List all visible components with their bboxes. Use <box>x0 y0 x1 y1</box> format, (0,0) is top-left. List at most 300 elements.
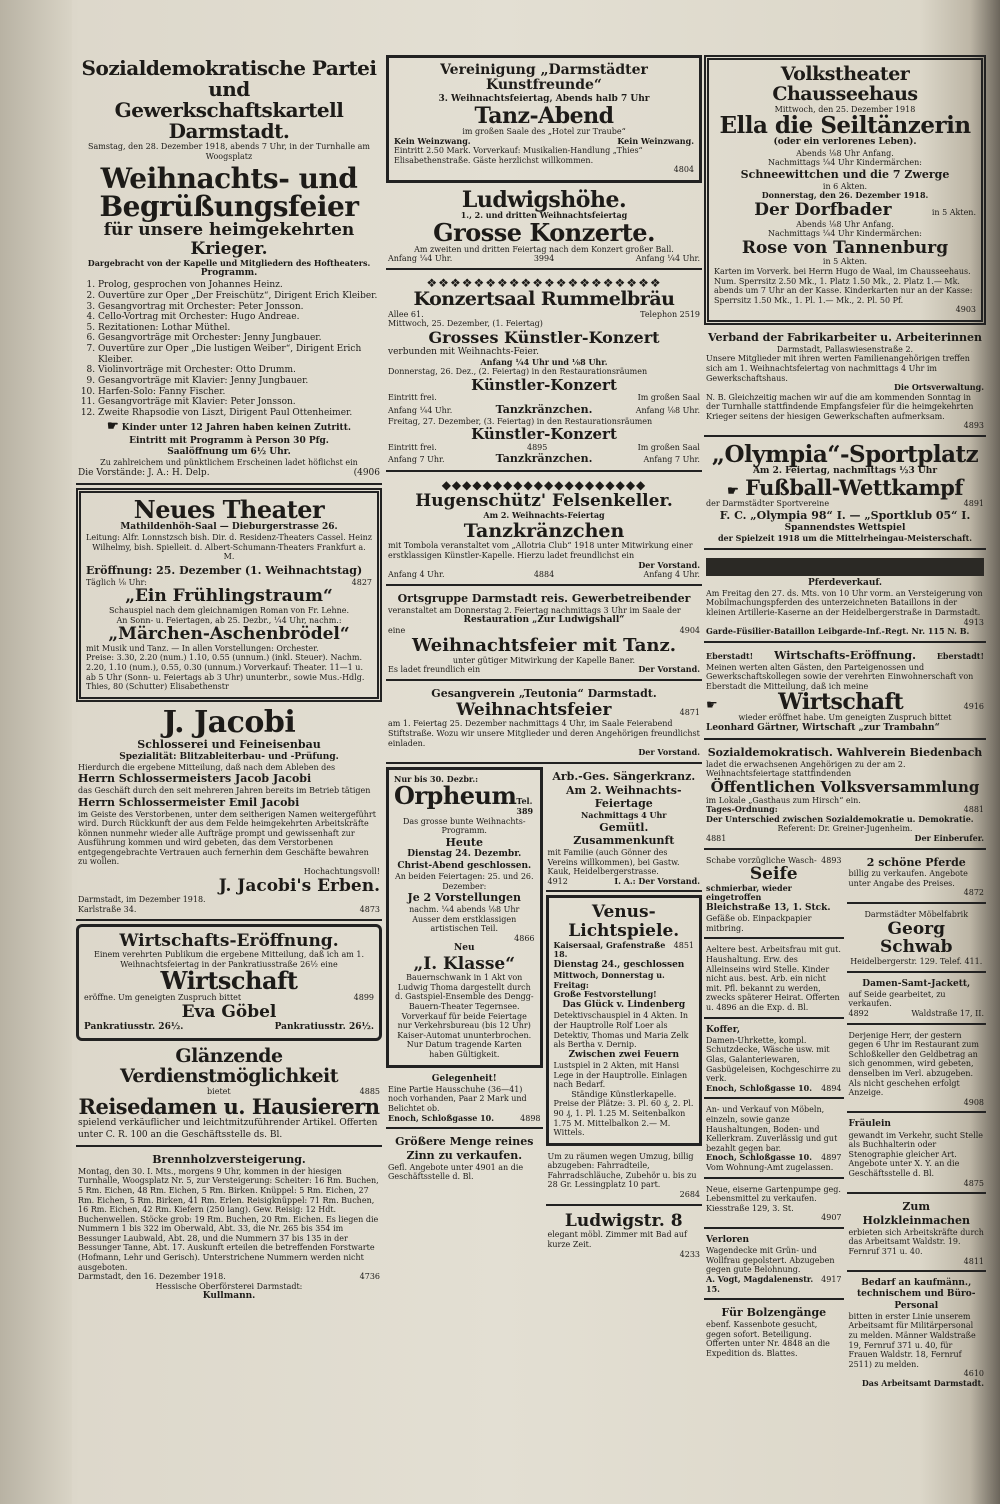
ad-seife <box>704 853 844 940</box>
ad-saengerkranz <box>546 767 703 893</box>
jacobi-text-3: im Geiste des Verstorbenen, unter dem seitherigen Namen weitergeführt wird. Durch Rückkunft der aus dem Felde heimgekehrten Arbeitskräfte können nunmehr wieder alle Aufträge prompt und gewissenhaft zur Ausführung kommen und wird gebeten, das dem Verstorbenen entgegengebrachte Vertrauen auch fernerhin dem Geschäfte bewahren zu wollen. <box>78 809 376 867</box>
hugen-row <box>388 570 700 580</box>
holz-text: erbieten sich Arbeitskräfte durch das Arbeitsamt Waldstr. 19. Fernruf 371 u. 40. <box>848 1227 984 1256</box>
rummel-concert-1: Grosses Künstler-Konzert <box>428 327 660 347</box>
rummel-start: Anfang 7 Uhr. <box>643 455 700 465</box>
rummel-free: Eintritt frei. <box>388 442 437 452</box>
ad-pferde <box>847 853 987 905</box>
ad-koffer <box>704 1022 844 1100</box>
headline-1: Weihnachts- und <box>100 162 358 196</box>
orpheum-note: Nur Datum tragende Karten haben Gültigkeit. <box>406 1040 522 1059</box>
goebel-open: eröffne. Um geneigten Zuspruch bittet <box>84 993 242 1003</box>
goebel-title: Wirtschafts-Eröffnung. <box>119 930 339 951</box>
goebel-name: Eva Göbel <box>181 1002 277 1023</box>
orpheum-title-row <box>394 781 535 816</box>
bieden-referent: Referent: Dr. Greiner-Jugenheim. <box>777 824 913 834</box>
ad-number: 4885 <box>359 1086 380 1096</box>
entry-fee: Eintritt mit Programm à Person 30 Pfg. <box>129 435 329 446</box>
wirtschaft-title: Wirtschafts-Eröffnung. <box>774 648 916 662</box>
jacobi-specialty: Spezialität: Blitzableiterbau- und -Prüfung. <box>119 751 339 762</box>
ad-wirtschaft-gaertner <box>704 646 986 740</box>
bieden-title: Sozialdemokratisch. Wahlverein Biedenbach <box>707 746 983 760</box>
pointing-hand-icon: ☛ <box>727 484 739 500</box>
ad-venus <box>546 895 703 1145</box>
schwab-title: Georg Schwab <box>879 918 953 958</box>
column-right <box>704 55 986 1445</box>
rummel-concert-3: Künstler-Konzert <box>471 425 617 444</box>
garten-text: Neue, eiserne Gartenpumpe geg. Lebensmittel zu verkaufen. Kiesstraße 129, 3. St. <box>706 1184 841 1213</box>
org-title-line2: Gewerkschaftskartell Darmstadt. <box>114 98 344 143</box>
management: Leitung: Alfr. Lonnstzsch bish. Dir. d. Residenz-Theaters Cassel. Heinz Wilhelmy, bish. Spielleit. d. Albert-Schumann-Theaters Frankfurt a. M. <box>86 533 372 562</box>
ad-number: 4908 <box>963 1097 984 1107</box>
gewerbe-sign-row <box>388 665 700 675</box>
ad-ludwigshoehe <box>386 186 702 270</box>
holz-title: Zum Holzkleinmachen <box>862 1200 971 1227</box>
ad-number: 4907 <box>821 1213 842 1223</box>
program-item: 11. Gesangvorträge mit Klavier: Peter Jonsson. <box>98 397 380 408</box>
seife-title: Seife <box>749 864 798 885</box>
program-item: 1. Prolog, gesprochen von Johannes Heinz. <box>98 280 380 291</box>
volks-play-4-acts: in 5 Akten. <box>822 257 868 267</box>
bieden-sign: Der Einberufer. <box>914 832 984 843</box>
orpheum-klasse-text: Bauernschwank in 1 Akt von Ludwig Thoma dargestellt durch d. Gastspiel-Ensemble des Dengg-Bauern-Theater Tegernsee. <box>394 973 534 1011</box>
split-row <box>386 767 702 1266</box>
verloren-title: Verloren <box>706 1234 750 1245</box>
ad-biedenbach <box>704 743 986 849</box>
saenger-main: Gemütl. Zusammenkunft <box>573 820 675 848</box>
olympia-season: der Spielzeit 1918 um die Mittelrheingau-Meisterschaft. <box>717 532 973 543</box>
rummel-start: Anfang 7 Uhr. <box>388 455 445 465</box>
fabrik-text: Unsere Mitglieder mit ihren werten Familienangehörigen treffen sich am 1. Weihnachtsfeiertag von nachmittags 4 Uhr im Gewerkschaftshaus. <box>706 354 970 383</box>
ad-number: 4736 <box>359 1272 380 1282</box>
ad-pferdeverkauf <box>704 553 986 643</box>
program-list <box>90 280 380 418</box>
rummel-start: Anfang ⅛8 Uhr. <box>635 406 700 416</box>
subheadline: für unsere heimgekehrten Krieger. <box>103 220 355 259</box>
jacobi-regards: Hochachtungsvoll! <box>303 867 380 877</box>
rummel-free: Eintritt frei. <box>388 393 437 403</box>
split-right <box>847 853 987 1396</box>
orpheum-program: Das grosse bunte Weihnachts-Programm. <box>402 816 526 836</box>
olympia-sub: der Darmstädter Sportvereine <box>706 499 830 509</box>
gelegen-text: Eine Partie Hausschuhe (36—41) noch vorhanden, Paar 2 Mark und Belichtet ob. <box>388 1084 527 1113</box>
ornament-border: ◆◆◆◆◆◆◆◆◆◆◆◆◆◆◆◆◆◆◆◆ <box>441 478 647 493</box>
orpheum-holidays: An beiden Feiertagen: 25. und 26. Dezember: <box>394 871 534 891</box>
wirtschaft-word: Wirtschaft <box>778 689 904 716</box>
jacobi-title: J. Jacobi <box>162 704 296 740</box>
ad-gelegenheit <box>386 1071 543 1130</box>
hugen-start: Anfang 4 Uhr. <box>388 570 445 580</box>
gewerbe-eine: eine <box>388 626 406 636</box>
hugen-text: mit Tombola veranstaltet vom „Allotria Club“ 1918 unter Mitwirkung einer erstklassigen Künstler-Kapelle. Hierzu ladet freundlichst ein <box>388 541 693 560</box>
rummel-dance: Tanzkränzchen. <box>495 403 593 417</box>
orpheum-badge: Nur bis 30. Dezbr.: <box>394 773 479 784</box>
invite: Zu zahlreichem und pünktlichem Erscheinen ladet höflichst ein <box>100 458 358 468</box>
play-subtitle-1: Schauspiel nach dem gleichnamigen Roman von Fr. Lehne. <box>108 605 350 615</box>
column-middle <box>386 55 702 1445</box>
split-left <box>386 767 543 1266</box>
goebel-addr: Pankratiusstr. 26½. <box>274 1021 374 1032</box>
olympia-day: Am 2. Feiertag, nachmittags ½3 Uhr <box>752 466 938 477</box>
split-row <box>704 853 986 1396</box>
ad-number: 4610 <box>963 1369 984 1379</box>
ad-hugenschuetz <box>386 475 702 586</box>
volks-title: Volkstheater Chausseehaus <box>772 63 918 105</box>
reise-title-2: Reisedamen u. Hausierern <box>78 1094 380 1120</box>
fabrik-addr: Darmstadt, Pallaswiesenstraße 2. <box>776 344 914 354</box>
sunday-shows: An Sonn- u. Feiertagen, ab 25. Dezbr., ¼4 Uhr, nachm.: <box>116 615 342 625</box>
rummel-start-1: Anfang ¼4 Uhr und ⅛8 Uhr. <box>480 356 608 367</box>
koffer-name: Enoch, Schloßgasse 10. <box>706 1082 813 1093</box>
ad-number: 4891 <box>963 499 984 509</box>
ad-gartenpumpe <box>704 1182 844 1229</box>
ludwigshoehe-title: Ludwigshöhe. <box>461 187 627 213</box>
venue: Mathildenhöh-Saal — Dieburgerstrasse 26. <box>120 521 338 532</box>
gelegen-row <box>388 1114 541 1124</box>
volks-kids-2: Nachmittags ¼4 Uhr Kindermärchen: <box>768 229 922 239</box>
ad-number: 4898 <box>520 1113 541 1123</box>
wirtschaft-tag: Eberstadt! <box>706 650 754 661</box>
ad-personal <box>847 1275 987 1393</box>
bieden-sign-row <box>706 834 984 844</box>
ludwigshoehe-main: Grosse Konzerte. <box>433 217 655 247</box>
daily: Täglich ⅛ Uhr: <box>86 577 147 587</box>
ad-gewerbetreibende <box>386 589 702 681</box>
goebel-text: Einem verehrten Publikum die ergebene Mitteilung, daß ich am 1. Weihnachtsfeiertag in der Pankratiusstraße 26½ eine <box>94 950 364 969</box>
wirtschaft-title-row <box>706 649 984 663</box>
saenger-time: Nachmittags 4 Uhr <box>580 810 667 820</box>
hugen-sign: Der Vorstand. <box>638 559 700 570</box>
program-item: 9. Gesangvorträge mit Klavier: Jenny Jungbauer. <box>98 376 380 387</box>
venus-fest: Große Festvorstellung! <box>553 989 657 1000</box>
program-item: 6. Gesangvorträge mit Orchester: Jenny Jungbauer. <box>98 333 380 344</box>
ad-number: 4893 <box>963 421 984 431</box>
rummel-date-2: Donnerstag, 26. Dez., (2. Feiertag) in den Restaurationsräumen <box>388 367 648 377</box>
ad-olympia <box>704 440 986 549</box>
rummel-addr-row <box>388 310 700 320</box>
prices: Preise: 3.30, 2.20 (num.) 1.10, 0.55 (unnum.) (inkl. Steuer). Nachm. 2.20, 1.10 (num.), 0.55, 0.30 (unnum.) Vorverkauf: Theater. 11—1 u. ab 5 Uhr (Sonn- u. Feiertags ab 3 Uhr) ununterbr., sowie Mus.-Hdlg. Thies, 80 (Schutter) Elisabethenstr <box>86 653 365 692</box>
venus-days: Mittwoch, Donnerstag u. Freitag: <box>553 970 665 990</box>
ad-number: (4906 <box>353 467 380 478</box>
jacobi-text-1: Hierdurch die ergebene Mitteilung, daß nach dem Ableben des <box>78 762 336 772</box>
ad-number: 4912 <box>547 876 568 886</box>
zinn-title: Größere Menge reines Zinn zu verkaufen. <box>395 1135 534 1162</box>
zwei-title: 2 schöne Pferde <box>866 855 966 869</box>
jacobi-subtitle: Schlosserei und Feineisenbau <box>137 737 321 751</box>
ad-holzkleinmachen <box>847 1197 987 1272</box>
brennholz-sign-1: Hessische Oberförsterei Darmstadt: <box>155 1281 303 1291</box>
fabrik-title: Verband der Fabrikarbeiter u. Arbeiterinnen <box>708 330 982 344</box>
bieden-text: ladet die erwachsenen Angehörigen zu der am 2. Weihnachtsfeiertage stattfindenden <box>706 759 906 779</box>
theater-title: Neues Theater <box>133 494 325 524</box>
bieden-topic: Der Unterschied zwischen Sozialdemokratie u. Demokratie. <box>706 813 974 824</box>
ad-moebel <box>704 1102 844 1178</box>
verloren-name: A. Vogt, Magdalenenstr. 15. <box>706 1273 814 1294</box>
saenger-title: Arb.-Ges. Sängerkranz. <box>552 769 696 783</box>
orpheum-tel: Tel. 389 <box>516 796 534 816</box>
teutonia-title: Gesangverein „Teutonia“ Darmstadt. <box>431 686 657 700</box>
volks-tickets: Karten im Vorverk. bei Herrn Hugo de Waal, im Chausseehaus. Num. Sperrsitz 2.50 Mk., 1. Platz 1.50 Mk., 2. Platz 1.— Mk. abends um 7 Uhr an der Kasse. Kinderkarten nur an der Kasse: Sperrsitz 1.50 Mk., 1. Pl. 1.— Mk., 2. Pl. 50 Pf. <box>714 267 973 305</box>
gewerbe-text-2: unter gütiger Mitwirkung der Kapelle Baner. <box>452 655 636 665</box>
arbeitsfrau-text: Aeltere best. Arbeitsfrau mit gut. Haushaltung. Erw. des Alleinseins wird Stelle. Kinder nicht aus. best. Arb. ein nicht mit. Pfl. bekannt zu werden, zwecks späterer Heirat. Offerten u. 4896 an die Exp. d. Bl. <box>706 945 841 1013</box>
bieden-main: Öffentlichen Volksversammlung <box>710 778 980 797</box>
kids-text: Kinder unter 12 Jahren haben keinen Zutritt. <box>121 423 352 434</box>
play-title-1: „Ein Frühlingstraum“ <box>125 586 333 607</box>
ad-number: 4233 <box>679 1249 700 1259</box>
org-title-line1: Sozialdemokratische Partei und <box>81 56 377 101</box>
bedarf-title: Bedarf an kaufmänn., technischem und Büro-Personal <box>857 1278 976 1311</box>
orpheum-klasse: „I. Klasse“ <box>413 953 516 974</box>
goebel-addr-row <box>84 1022 374 1033</box>
rummel-row <box>388 443 700 453</box>
opening: Eröffnung: 25. Dezember (1. Weihnachtstag) <box>86 563 363 577</box>
venus-music: Ständige Künstlerkapelle. <box>571 1089 677 1099</box>
ad-number: 2684 <box>679 1190 700 1200</box>
zwei-text: billig zu verkaufen. Angebote unter Angabe des Preises. <box>848 869 968 888</box>
olympia-sub-row <box>706 499 984 509</box>
ad-kunstfreunde <box>386 55 702 183</box>
koffer-title: Koffer, <box>706 1024 740 1035</box>
gewerbe-text-1: veranstaltet am Donnerstag 2. Feiertag nachmittags 3 Uhr im Saale der <box>388 605 681 615</box>
volks-play-2: Schneewittchen und die 7 Zwerge <box>740 167 950 181</box>
gelegen-title: Gelegenheit! <box>431 1073 497 1084</box>
rummel-tel: Telephon 2519 <box>640 309 700 319</box>
olympia-main <box>706 477 984 499</box>
herr-text: Derjenige Herr, der gestern gegen 6 Uhr im Restaurant zum Schloßkeller den Geldbetrag an sich genommen, wird gebeten, denselben im Verl. abzugeben. Als nicht geschehen erfolgt Anzeige. <box>848 1030 979 1098</box>
bolz-title: Für Bolzengänge <box>721 1306 827 1320</box>
pferde-text: Am Freitag den 27. ds. Mts. von 10 Uhr vorm. an Versteigerung von Mobilmachungspferden des unterzeichneten Bataillons in der kleinen Artillerie-Kaserne an der Heidelbergerstraße in Darmstadt. <box>706 588 983 617</box>
pointing-hand-icon: ☛ <box>706 698 718 714</box>
ad-reisedamen <box>76 1044 382 1147</box>
program-item: 12. Zweite Rhapsodie von Liszt, Dirigent Paul Ottenheimer. <box>98 408 380 419</box>
program-label: Programm. <box>200 268 258 279</box>
bieden-agenda: Tages-Ordnung: <box>706 804 778 815</box>
gewerbe-title: Ortsgruppe Darmstadt reis. Gewerbetreibender <box>397 591 691 605</box>
program-item: 5. Rezitationen: Lothar Müthel. <box>98 323 380 334</box>
seife-text: schmierbar, wieder eingetroffen <box>706 882 792 903</box>
ad-number: 4827 <box>351 577 372 587</box>
rummel-start: Anfang ¼4 Uhr. <box>388 406 453 416</box>
ad-number: 4892 <box>848 1009 869 1019</box>
venus-prices: Preise der Plätze: 3. Pl. 60 ₰, 2. Pl. 90 ₰, 1. Pl. 1.25 M. Seitenbalkon 1.75 M. Mittelbalkon 2.— M. Wittels. <box>553 1099 694 1138</box>
goebel-addr: Pankratiusstr. 26½. <box>84 1021 184 1032</box>
brennholz-title: Brennholzversteigerung. <box>152 1152 306 1166</box>
ad-jacobi <box>76 705 382 921</box>
ad-ludwigstr <box>546 1209 703 1263</box>
venus-film-2-text: Lustspiel in 2 Akten, mit Hansi Lege in der Hauptrolle. Einlagen nach Bedarf. <box>553 1060 688 1090</box>
ad-fraeulein <box>847 1116 987 1194</box>
orpheum-today: Heute <box>445 835 483 849</box>
ad-rummelbraeu <box>386 273 702 472</box>
kunst-place: im großen Saale des „Hotel zur Traube“ <box>462 127 626 137</box>
moebel-addr: Vom Wohnung-Amt zugelassen. <box>706 1162 834 1172</box>
event-time: Samstag, den 28. Dezember 1918, abends 7 Uhr, in der Turnhalle am Woogsplatz <box>87 142 371 161</box>
ad-number: 4851 <box>673 940 694 950</box>
ad-number: 4904 <box>679 626 700 636</box>
pferde-sign: Garde-Füsilier-Bataillon Leibgarde-Inf.-Regt. Nr. 115 N. B. <box>706 626 970 637</box>
volks-play-2-acts: in 6 Akten. <box>822 181 868 191</box>
kunst-when: 3. Weihnachtsfeiertag, Abends halb 7 Uhr <box>438 93 650 104</box>
ad-arbeitsfrau <box>704 942 844 1018</box>
reise-text: spielend verkäuflicher und leichtmitzuführender Artikel. Offerten unter C. R. 100 an die Geschäftsstelle ds. Bl. <box>78 1118 378 1140</box>
rummel-concert-2: Künstler-Konzert <box>471 375 617 394</box>
volks-play-3-acts: in 5 Akten. <box>931 207 976 217</box>
ad-neues-theater <box>76 488 382 702</box>
brennholz-date: Darmstadt, den 16. Dezember 1918. <box>78 1272 226 1282</box>
ad-number: 4881 <box>706 833 727 843</box>
moebel-row <box>706 1153 842 1163</box>
volks-play-1-sub: (oder ein verlorenes Leben). <box>773 137 917 148</box>
hugen-day: Am 2. Weihnachts-Feiertag <box>483 509 605 520</box>
ludwigstr-title: Ludwigstr. 8 <box>564 1210 683 1231</box>
doors-open: Saalöffnung um 6½ Uhr. <box>167 446 291 457</box>
headline-2: Begrüßungsfeier <box>99 190 359 224</box>
raeumen-text: Um zu räumen wegen Umzug, billig abzugeben: Fahrradteile, Fahrradschläuche, Zubehör u. bis zu 28 Gr. Lessingplatz 10 part. <box>547 1151 697 1190</box>
ludwigshoehe-start: Anfang ¼4 Uhr. <box>635 254 700 264</box>
rummel-row <box>388 403 700 417</box>
ludwigshoehe-row <box>388 254 700 264</box>
split-right <box>546 767 703 1266</box>
split-left <box>704 853 844 1396</box>
ad-number: 4913 <box>963 617 984 627</box>
hugen-title: Hugenschütz' Felsenkeller. <box>415 491 673 512</box>
ludwigstr-text: elegant möbl. Zimmer mit Bad auf kurze Zeit. <box>547 1230 687 1249</box>
ad-number: 4873 <box>359 904 380 914</box>
fraeulein-text: gewandt im Verkehr, sucht Stelle als Buchhalterin oder Stenographie gleicher Art. Angebote unter X. Y. an die Geschäftsstelle d. Bl. <box>848 1130 983 1179</box>
ludwigshoehe-days: 1., 2. und dritten Weihnachtsfeiertag <box>460 210 628 220</box>
rummel-title: Konzertsaal Rummelbräu <box>413 287 675 310</box>
ad-zinn <box>386 1132 543 1186</box>
program-item: 4. Cello-Vortrag mit Orchester: Hugo Andreae. <box>98 312 380 323</box>
gewerbe-main: Weihnachtsfeier mit Tanz. <box>412 634 676 656</box>
program-item: 3. Gesangvortrag mit Orchester: Peter Jonsson. <box>98 302 380 313</box>
saenger-text: mit Familie (auch Gönner des Vereins willkommen), bei Gastw. Kauk, Heidelbergerstrasse. <box>547 848 680 877</box>
gelegen-name: Enoch, Schloßgasse 10. <box>388 1112 495 1123</box>
olympia-title: „Olympia“-Sportplatz <box>711 441 979 469</box>
binding-edge <box>0 0 72 1504</box>
volks-kids-1: Nachmittags ¼4 Uhr Kindermärchen: <box>768 158 922 168</box>
saenger-sign: I. A.: Der Vorstand. <box>614 875 700 886</box>
program-item: 10. Harfen-Solo: Fanny Fischer. <box>98 387 380 398</box>
ad-orpheum <box>386 767 543 1068</box>
venus-closed: Dienstag 24., geschlossen <box>553 960 685 971</box>
gewerbe-invite: Es ladet freundlich ein <box>388 665 481 675</box>
rummel-row <box>388 452 700 466</box>
brennholz-text: Montag, den 30. I. Mts., morgens 9 Uhr, kommen in der hiesigen Turnhalle, Woogsplatz Nr. 5, zur Versteigerung: Scheiter: 16 Rm. Buchen, 5 Rm. Eichen, 48 Rm. Eichen, 5 Rm. Birken. Knüppel: 5 Rm. Eichen, 27 Rm. Eichen, 5 Rm. Birken, 41 Rm. Erlen. Reisigknüppel: 71 Rm. Buchen, 16 Rm. Eichen, 42 Rm. Kiefern (250 lang). Gew. Reisig: 12 Hdt. Buchenwellen. Stöcke grob: 19 Rm. Buchen, 20 Rm. Eichen. Es liegen die Nummern 1 bis 322 im Oberwald, Abt. 33, die Nr. 265 bis 354 im Bessunger Laubwald, Abt. 28, und die Nummern 37 bis 135 in der Bessunger Tanne, Abt. 17. Auskunft erteilen die betreffenden Forstwarte (Hofmann, Lehr und Gerisch). Unterstrichene Nummern werden nicht ausgeboten. <box>78 1166 379 1272</box>
venus-film-2: Zwischen zwei Feuern <box>568 1049 680 1060</box>
schwab-addr: Heidelbergerstr. 129. Telef. 411. <box>850 957 983 967</box>
kunst-wine-row <box>394 137 694 147</box>
teutonia-main: Weihnachtsfeier <box>456 699 612 720</box>
signature-row <box>78 468 380 479</box>
olympia-match: F. C. „Olympia 98“ I. — „Sportklub 05“ I. <box>719 508 971 522</box>
hugen-start: Anfang 4 Uhr. <box>643 570 700 580</box>
bedarf-sign: Das Arbeitsamt Darmstadt. <box>861 1378 984 1389</box>
volks-date-1: Mittwoch, den 25. Dezember 1918 <box>774 104 916 114</box>
ad-spd-weihnachtsfeier <box>76 55 382 485</box>
ad-number: 4916 <box>963 702 984 712</box>
volks-start-3: Abends ⅛8 Uhr Anfang. <box>796 219 894 229</box>
orpheum-new: Neu <box>454 943 475 954</box>
damen-text: auf Seide gearbeitet, zu verkaufen. <box>848 989 946 1009</box>
ad-jackett <box>847 976 987 1025</box>
moebel-text: An- und Verkauf von Möbeln, einzeln, sowie ganze Haushaltungen, Boden- und Kellerkram. Zuverlässig und gut bezahlt gegen bar. <box>706 1105 838 1153</box>
volks-play-3-row <box>714 201 976 220</box>
koffer-row <box>706 1084 842 1094</box>
kunst-wine: Kein Weinzwang. <box>394 135 471 146</box>
venus-addr-row <box>554 941 695 960</box>
ad-number: 4899 <box>353 993 374 1003</box>
teutonia-row <box>388 701 700 720</box>
venus-film-1-text: Detektivschauspiel in 4 Akten. In der Hauptrolle Rolf Loer als Detektiv, Thomas und Maria Zelk als Bertha v. Dernip. <box>553 1011 689 1050</box>
ad-number: 4872 <box>963 888 984 898</box>
brennholz-sign-2: Kullmann. <box>202 1291 256 1302</box>
ad-number: 4811 <box>963 1256 984 1266</box>
ad-volkstheater <box>704 55 986 325</box>
damen-addr: Waldstraße 17, II. <box>911 1009 984 1019</box>
program-item: 7. Ouvertüre zur Oper „Die lustigen Weiber“, Dirigent Erich Kleiber. <box>98 344 380 365</box>
ad-number: 4875 <box>963 1178 984 1188</box>
ad-number: 4804 <box>673 165 694 175</box>
volks-start-1: Abends ⅛8 Uhr Anfang. <box>796 148 894 158</box>
volks-play-4: Rose von Tannenburg <box>741 237 949 258</box>
damen-row <box>849 1009 985 1019</box>
black-bar <box>706 558 984 576</box>
wirtschaft-name: Leonhard Gärtner, Wirtschaft „zur Trambahn“ <box>706 722 940 733</box>
ad-number: 4881 <box>963 805 984 815</box>
ad-verloren <box>704 1232 844 1300</box>
presented-by: Dargebracht von der Kapelle und Mitgliedern des Hoftheaters. <box>87 257 371 268</box>
orpheum-title: Orpheum <box>394 781 517 811</box>
goebel-word: Wirtschaft <box>160 966 298 996</box>
ad-number: 4894 <box>821 1083 842 1093</box>
saenger-row <box>548 877 701 887</box>
ad-number: 4895 <box>526 442 548 452</box>
ad-herr <box>847 1028 987 1114</box>
rummel-dance: Tanzkränzchen. <box>495 452 593 466</box>
wirtschaft-open: wieder eröffnet habe. Um geneigten Zuspruch bittet <box>738 713 952 723</box>
gewerbe-sign: Der Vorstand. <box>638 664 700 675</box>
ad-bolzengaenge <box>704 1303 844 1362</box>
wirtschaft-word-row <box>706 689 984 716</box>
fabrik-sign: Die Ortsverwaltung. <box>893 382 984 393</box>
orpheum-attr: Ausser dem erstklassigen artistischen Teil. <box>412 914 517 934</box>
moebel-name: Enoch, Schloßgasse 10. <box>706 1152 813 1163</box>
olympia-highlight: Spannendstes Wettspiel <box>784 522 906 533</box>
ludwigshoehe-start: Anfang ¼4 Uhr. <box>388 254 453 264</box>
bedarf-text: bitten in erster Linie unserem Arbeitsamt für Militärpersonal zu melden. Männer Waldstraße 19, Fernruf 371 u. 40, für Frauen Waldstr. 18, Fernruf 2511) zu melden. <box>848 1311 976 1369</box>
column-left <box>76 55 382 1445</box>
pointing-hand-icon: ☛ <box>106 419 119 435</box>
orpheum-presale: Vorverkauf für beide Feiertage nur Verkehrsbureau (bis 12 Uhr) Kaiser-Automat ununterbrochen. <box>397 1011 532 1040</box>
reise-title-1: Glänzende Verdienstmöglichkeit <box>119 1044 339 1087</box>
ad-number: 4866 <box>514 933 535 943</box>
fraeulein-title: Fräulein <box>848 1119 891 1130</box>
jacobi-addr-row <box>78 905 380 915</box>
seife-pre: Schabe vorzügliche Wasch- <box>706 855 817 865</box>
orpheum-shows: Je 2 Vorstellungen <box>407 891 521 905</box>
play-title-2: „Märchen-Aschenbrödel“ <box>108 624 350 645</box>
jacobi-name-2: Herrn Schlossermeister Emil Jacobi <box>78 795 300 809</box>
olympia-main-text: Fußball-Wettkampf <box>745 475 963 501</box>
orpheum-times: nachm. ¼4 abends ⅛8 Uhr <box>409 904 520 914</box>
volks-date-2: Donnerstag, den 26. Dezember 1918. <box>761 190 929 201</box>
gewerbe-restaurant: Restauration „Zur Ludwigshall“ <box>463 615 625 626</box>
rummel-hall: Im großen Saal <box>637 393 700 403</box>
damen-title: Damen-Samt-Jackett, <box>862 978 971 989</box>
ludwigshoehe-sub: Am zweiten und dritten Feiertag nach dem Konzert großer Ball. <box>414 244 674 254</box>
ad-brennholz <box>76 1150 382 1307</box>
